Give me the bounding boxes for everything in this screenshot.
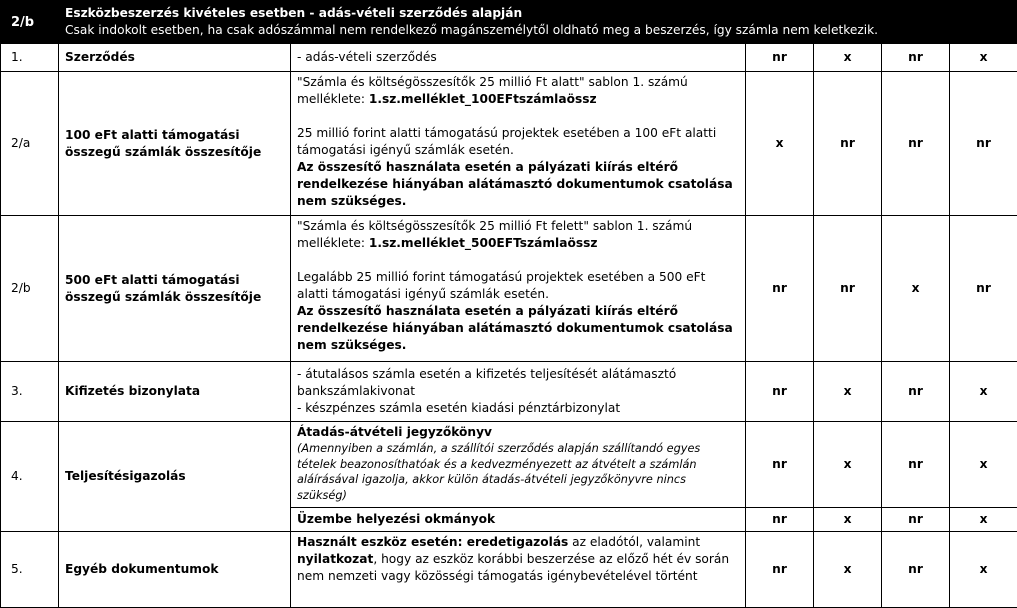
condition-text: Legalább 25 millió forint támogatású projektek esetében a 500 eFt alatti támogatási igényű számlák esetén. bbox=[297, 269, 739, 303]
row-name: Szerződés bbox=[59, 44, 291, 72]
status-mark: x bbox=[814, 422, 882, 508]
description-line: - átutalásos számla esetén a kifizetés teljesítését alátámasztó bankszámlakivonat bbox=[297, 366, 739, 400]
table-row bbox=[1, 216, 1017, 362]
notice-text: Az összesítő használata esetén a pályázati kiírás eltérő rendelkezése hiányában alátámasztó dokumentumok csatolása nem szükséges. bbox=[297, 303, 739, 354]
status-mark: nr bbox=[950, 72, 1017, 216]
sub-item-note: (Amennyiben a számlán, a szállítói szerződés alapján szállítandó egyes tételek beazonosíthatóak és a kedvezményezett az átvételt a számlán aláírásával igazolja, akkor külön átadás-átvételi jegyzőkönyvre nincs szükség) bbox=[297, 441, 739, 503]
status-mark: nr bbox=[814, 72, 882, 216]
status-mark: x bbox=[950, 422, 1017, 508]
table-row bbox=[1, 44, 1017, 72]
status-mark: x bbox=[814, 532, 882, 608]
template-reference bbox=[297, 74, 739, 108]
status-mark: nr bbox=[882, 362, 950, 422]
table-row bbox=[1, 72, 1017, 216]
section-subtitle: Csak indokolt esetben, ha csak adószámmal nem rendelkező magánszemélytől oldható meg a beszerzés, így számla nem keletkezik. bbox=[65, 22, 1011, 39]
spacer bbox=[297, 108, 739, 125]
status-mark: nr bbox=[746, 44, 814, 72]
status-mark: x bbox=[814, 508, 882, 532]
row-number: 1. bbox=[1, 44, 59, 72]
sub-item-title: Átadás-átvételi jegyzőkönyv bbox=[297, 424, 739, 441]
status-mark: nr bbox=[746, 362, 814, 422]
status-mark: nr bbox=[746, 508, 814, 532]
bold-text: Használt eszköz esetén: eredetigazolás bbox=[297, 535, 568, 549]
status-mark: x bbox=[950, 44, 1017, 72]
template-file-name: 1.sz.melléklet_500EFTszámlaössz bbox=[369, 236, 598, 250]
status-mark: nr bbox=[746, 216, 814, 362]
condition-text: 25 millió forint alatti támogatású projektek esetében a 100 eFt alatti támogatási igényű számlák esetén. bbox=[297, 125, 739, 159]
status-mark: nr bbox=[746, 422, 814, 508]
status-mark: nr bbox=[882, 422, 950, 508]
status-mark: nr bbox=[814, 216, 882, 362]
status-mark: nr bbox=[950, 216, 1017, 362]
row-name: Kifizetés bizonylata bbox=[59, 362, 291, 422]
row-name-line: összegű számlák összesítője bbox=[65, 289, 290, 306]
row-name: Teljesítésigazolás bbox=[59, 422, 291, 532]
section-code: 2/b bbox=[1, 1, 59, 44]
template-reference bbox=[297, 218, 739, 252]
row-description bbox=[291, 532, 746, 608]
table-row bbox=[1, 532, 1017, 608]
status-mark: x bbox=[950, 508, 1017, 532]
status-mark: x bbox=[814, 362, 882, 422]
sub-item-title: Üzembe helyezési okmányok bbox=[291, 508, 746, 532]
row-number: 4. bbox=[1, 422, 59, 532]
bold-text: nyilatkozat bbox=[297, 552, 373, 566]
row-number: 2/b bbox=[1, 216, 59, 362]
table-header-row bbox=[1, 1, 1017, 44]
status-mark: nr bbox=[882, 72, 950, 216]
status-mark: nr bbox=[882, 44, 950, 72]
status-mark: x bbox=[950, 362, 1017, 422]
status-mark: x bbox=[814, 44, 882, 72]
section-title: Eszközbeszerzés kivételes esetben - adás-vételi szerződés alapján bbox=[65, 5, 1011, 22]
plain-text: , hogy az eszköz korábbi beszerzése az előző hét év során nem nemzeti vagy közösségi támogatás igénybevételével történt bbox=[297, 552, 729, 583]
template-text: "Számla és költségösszesítők 25 millió Ft alatt" sablon 1. számú melléklete: bbox=[297, 75, 688, 106]
row-number: 2/a bbox=[1, 72, 59, 216]
row-description bbox=[291, 216, 746, 362]
section-header bbox=[59, 1, 1017, 44]
table-row bbox=[1, 362, 1017, 422]
plain-text: az eladótól, valamint bbox=[568, 535, 700, 549]
status-mark: x bbox=[746, 72, 814, 216]
status-mark: nr bbox=[882, 508, 950, 532]
table-row bbox=[1, 422, 1017, 508]
template-file-name: 1.sz.melléklet_100EFtszámlaössz bbox=[369, 92, 597, 106]
row-name-line: összegű számlák összesítője bbox=[65, 144, 290, 161]
row-description bbox=[291, 422, 746, 508]
status-mark: x bbox=[950, 532, 1017, 608]
template-text: "Számla és költségösszesítők 25 millió Ft felett" sablon 1. számú melléklete: bbox=[297, 219, 692, 250]
row-name-line: 500 eFt alatti támogatási bbox=[65, 272, 290, 289]
row-name-line: 100 eFt alatti támogatási bbox=[65, 127, 290, 144]
status-mark: nr bbox=[746, 532, 814, 608]
description-line: - készpénzes számla esetén kiadási pénztárbizonylat bbox=[297, 400, 739, 417]
row-name bbox=[59, 72, 291, 216]
row-number: 5. bbox=[1, 532, 59, 608]
row-number: 3. bbox=[1, 362, 59, 422]
notice-text: Az összesítő használata esetén a pályázati kiírás eltérő rendelkezése hiányában alátámasztó dokumentumok csatolása nem szükséges. bbox=[297, 159, 739, 210]
row-description bbox=[291, 362, 746, 422]
status-mark: x bbox=[882, 216, 950, 362]
row-name bbox=[59, 216, 291, 362]
spacer bbox=[297, 252, 739, 269]
row-description bbox=[291, 72, 746, 216]
row-description: - adás-vételi szerződés bbox=[291, 44, 746, 72]
row-name: Egyéb dokumentumok bbox=[59, 532, 291, 608]
status-mark: nr bbox=[882, 532, 950, 608]
